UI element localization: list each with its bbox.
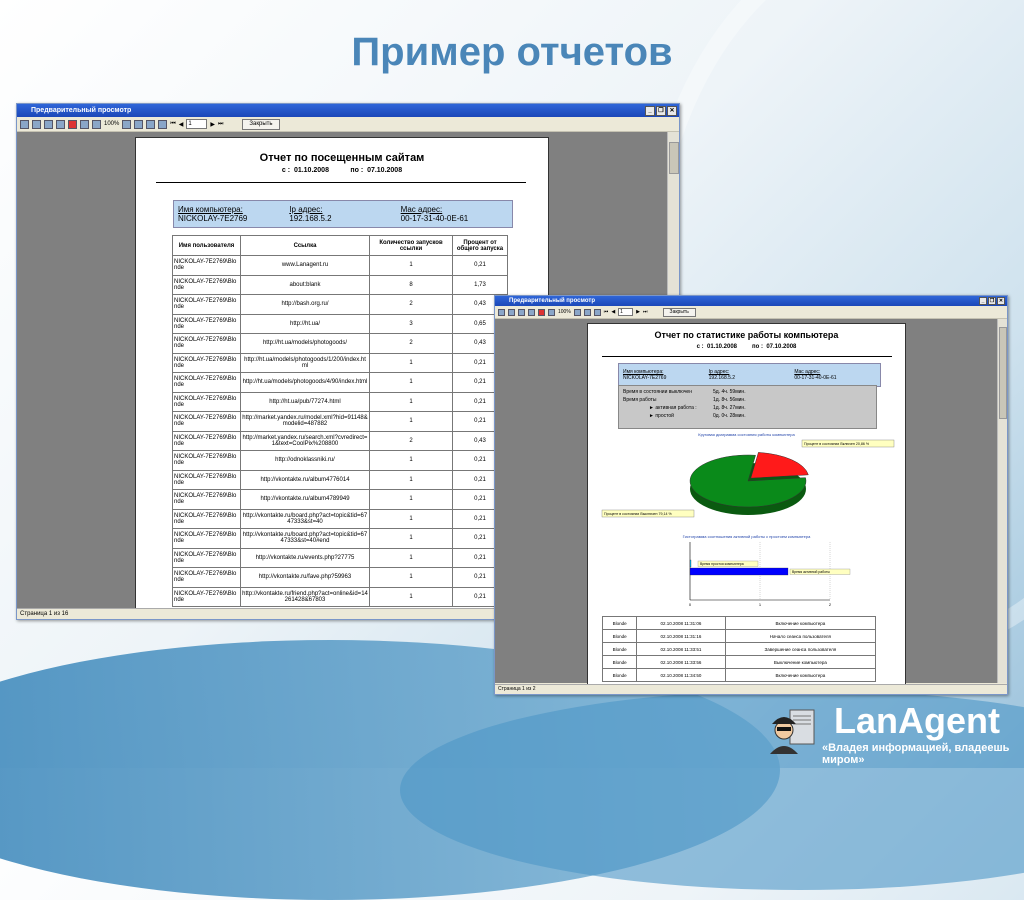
table-cell: 0,21 [453,451,508,471]
find-icon[interactable] [548,309,555,316]
table-row [173,295,508,315]
page-number-input[interactable]: 1 [186,119,207,129]
bar-label [698,561,758,567]
table-cell: 1,73 [453,275,508,295]
table-row [173,275,508,295]
pie-slice [751,452,809,478]
info-header: Ip адрес: [708,369,730,375]
zoom-icon[interactable] [92,120,101,129]
pie-chart-title: Круговая диаграмма состояния работы компьютера [698,432,795,437]
table-cell: 1 [370,451,453,471]
brand-name: LanAgent [834,700,1000,741]
table-cell: NICKOLAY-7E2769\Blonde [173,470,241,490]
restore-button[interactable]: ❐ [989,298,995,304]
page-setup-icon[interactable] [594,309,601,316]
table-cell: 0,21 [453,353,508,373]
computer-name: NICKOLAY-7E2769 [623,375,667,381]
export-icon[interactable] [56,120,65,129]
scroll-thumb[interactable] [669,142,679,174]
table-cell: http://market.yandex.ru/model.xml?hid=91148&modelid=487882 [241,412,370,432]
column-header: Количество запусков ссылки [370,236,453,256]
bar-label [790,569,850,575]
table-cell: Включение компьютера [725,669,875,682]
svg-text:Процент в состоянии Включен 20: Процент в состоянии Включен 20,86 % [804,442,870,446]
table-cell: 1 [370,353,453,373]
stat-value: 1д. 8ч. 56мин. [713,397,746,403]
table-cell: 02.10.2008 11:34:50 [637,669,725,682]
close-window-button[interactable]: ✕ [667,106,677,116]
table-cell: NICKOLAY-7E2769\Blonde [173,256,241,276]
table-cell: www.Lanagent.ru [241,256,370,276]
slide-title: Пример отчетов [351,30,673,74]
table-cell: NICKOLAY-7E2769\Blonde [173,412,241,432]
table-cell: Blonde [603,669,637,682]
close-button[interactable]: Закрыть [663,308,696,317]
pdf-icon[interactable] [538,309,545,316]
table-cell: Включение компьютера [725,617,875,630]
table-cell: NICKOLAY-7E2769\Blonde [173,451,241,471]
table-cell: NICKOLAY-7E2769\Blonde [173,392,241,412]
two-pages-icon[interactable] [134,120,143,129]
table-cell: http://vkontakte.ru/board.php?act=topic&tid=6747333&st=40#end [241,529,370,549]
table-cell: 02.10.2008 11:31:06 [637,617,725,630]
table-row [173,529,508,549]
stat-label: Время в состоянии выключен [623,389,692,395]
table-cell: 02.10.2008 11:31:16 [637,630,725,643]
table-cell: Blonde [603,617,637,630]
table-row [603,669,876,682]
report-page [587,323,906,695]
preview-window-stats [494,295,1008,695]
table-cell: Blonde [603,630,637,643]
table-cell: 3 [370,314,453,334]
x-tick-label: 2 [828,602,832,607]
table-cell: http://ht.ua/ [241,314,370,334]
table-row [173,548,508,568]
table-row [173,451,508,471]
stat-label: Время работы [623,397,657,403]
computer-name: NICKOLAY-7E2769 [178,214,248,223]
close-window-button[interactable]: ✕ [998,298,1004,304]
minimize-button[interactable]: _ [979,297,987,305]
table-cell: 1 [370,412,453,432]
table-cell: 02.10.2008 11:33:51 [637,643,725,656]
window-titlebar[interactable] [495,296,1007,306]
histogram-title: Гистограмма соотношения активной работы с простоем компьютера [682,534,811,539]
table-cell: 0,21 [453,509,508,529]
table-row [173,256,508,276]
divider [156,182,526,183]
table-cell: http://ht.ua/models/photogoods/ [241,334,370,354]
window-title: Предварительный просмотр [31,107,132,114]
sites-table [172,235,508,607]
table-row [173,490,508,510]
table-cell: NICKOLAY-7E2769\Blonde [173,353,241,373]
table-row [173,392,508,412]
info-header: Mac адрес: [794,369,821,375]
pie-label [602,510,694,517]
pie-label [802,440,894,447]
histogram-bar [690,568,788,575]
find-icon[interactable] [80,120,89,129]
info-header: Mac адрес: [400,205,443,214]
events-table [602,616,876,682]
mac-address: 00-17-31-40-0E-61 [400,214,469,223]
table-cell: 1 [370,373,453,393]
table-row [603,630,876,643]
window-title: Предварительный просмотр [509,298,595,304]
window-titlebar[interactable] [17,104,679,117]
table-cell: 8 [370,275,453,295]
watermark-icon[interactable] [158,120,167,129]
table-cell: NICKOLAY-7E2769\Blonde [173,509,241,529]
table-row [173,587,508,607]
table-cell: 1 [370,568,453,588]
stat-value: 0д. 0ч. 28мин. [713,413,746,419]
table-cell: 2 [370,295,453,315]
print-icon[interactable] [498,309,505,316]
two-pages-icon[interactable] [584,309,591,316]
one-page-icon[interactable] [574,309,581,316]
table-cell: NICKOLAY-7E2769\Blonde [173,314,241,334]
histogram-chart [598,538,898,610]
minimize-button[interactable]: _ [645,106,655,116]
info-header: Имя компьютера: [178,205,243,214]
stat-label: ► активная работа : [649,405,697,411]
computer-info-box [173,200,513,228]
zoom-select[interactable]: 100% [558,309,571,315]
save-icon[interactable] [518,309,525,316]
table-cell: 0,43 [453,334,508,354]
table-cell: NICKOLAY-7E2769\Blonde [173,431,241,451]
table-cell: Выключение компьютера [725,656,875,669]
table-cell: NICKOLAY-7E2769\Blonde [173,490,241,510]
table-row [603,617,876,630]
restore-button[interactable]: ❐ [656,106,666,116]
ip-address: 192.168.5.2 [289,214,332,223]
table-cell: 0,21 [453,548,508,568]
stat-label: ► простой [649,413,674,419]
vertical-scrollbar[interactable] [997,319,1007,683]
table-cell: NICKOLAY-7E2769\Blonde [173,548,241,568]
table-cell: 0,21 [453,373,508,393]
table-cell: 0,21 [453,529,508,549]
svg-text:Время простоя компьютера: Время простоя компьютера [700,562,744,566]
info-header: Ip адрес: [289,205,323,214]
svg-text:Процент в состоянии Выключен 7: Процент в состоянии Выключен 79,14 % [604,512,672,516]
status-bar: Страница 1 из 16 [17,608,679,619]
table-cell: http://ht.ua/models/photogoods/4/90/index.html [241,373,370,393]
preview-toolbar [495,306,1007,319]
open-icon[interactable] [32,120,41,129]
table-cell: NICKOLAY-7E2769\Blonde [173,529,241,549]
report-period: с : 01.10.2008 по : 07.10.2008 [281,167,403,174]
table-cell: NICKOLAY-7E2769\Blonde [173,295,241,315]
table-cell: 0,65 [453,314,508,334]
next-page-button[interactable]: ▶ [210,121,216,128]
info-header: Имя компьютера: [623,369,664,375]
table-cell: http://vkontakte.ru/fave.php?59963 [241,568,370,588]
table-row [173,314,508,334]
report-title: Отчет по посещенным сайтам [259,152,425,164]
stat-value: 5д. 4ч. 59мин. [713,389,746,395]
table-cell: http://vkontakte.ru/friend.php?act=online&id=14261428&67803 [241,587,370,607]
preview-area [495,319,997,683]
table-cell: 0,21 [453,412,508,432]
export-icon[interactable] [528,309,535,316]
table-cell: 1 [370,509,453,529]
svg-text:Время активной работы: Время активной работы [792,570,830,574]
histogram-bar [690,560,691,567]
table-header-row [173,236,508,256]
table-cell: 1 [370,470,453,490]
prev-page-button[interactable]: ◀ [611,309,616,315]
agent-logo-icon [768,704,818,754]
page-number-input[interactable]: 1 [618,308,633,316]
table-row [173,373,508,393]
table-cell: Blonde [603,656,637,669]
table-cell: 02.10.2008 11:33:56 [637,656,725,669]
x-tick-label: 1 [758,602,762,607]
table-cell: NICKOLAY-7E2769\Blonde [173,568,241,588]
first-page-button[interactable]: ⏮ [170,120,176,127]
last-page-button[interactable]: ⏭ [643,309,648,315]
table-row [173,334,508,354]
table-cell: http://bash.org.ru/ [241,295,370,315]
divider [602,356,892,357]
pie-chart [598,436,898,531]
table-row [173,470,508,490]
column-header: Ссылка [241,236,370,256]
table-cell: 0,21 [453,470,508,490]
open-icon[interactable] [508,309,515,316]
table-row [173,431,508,451]
table-cell: 0,43 [453,431,508,451]
mac-address: 00-17-31-40-0E-61 [794,375,837,381]
table-cell: http://vkontakte.ru/events.php?27775 [241,548,370,568]
computer-info-box [618,363,881,387]
table-cell: 1 [370,392,453,412]
print-icon[interactable] [20,120,29,129]
table-cell: http://ht.ua/pub/77274.html [241,392,370,412]
table-cell: http://vkontakte.ru/board.php?act=topic&tid=6747333&st=40 [241,509,370,529]
report-page [135,137,549,619]
table-cell: 1 [370,587,453,607]
page-setup-icon[interactable] [146,120,155,129]
table-cell: NICKOLAY-7E2769\Blonde [173,373,241,393]
table-cell: 1 [370,529,453,549]
save-icon[interactable] [44,120,53,129]
table-row [603,656,876,669]
table-cell: Завершение сеанса пользователя [725,643,875,656]
column-header: Процент от общего запуска [453,236,508,256]
ip-address: 192.168.5.2 [708,375,736,381]
status-bar: Страница 1 из 2 [495,684,1007,694]
table-cell: Начало сеанса пользователя [725,630,875,643]
one-page-icon[interactable] [122,120,131,129]
brand-slogan: «Владея информацией, владеешь миром» [822,742,1010,766]
table-cell: 1 [370,490,453,510]
table-row [173,353,508,373]
table-cell: NICKOLAY-7E2769\Blonde [173,275,241,295]
prev-page-button[interactable]: ◀ [178,121,184,128]
column-header: Имя пользователя [173,236,241,256]
table-cell: 0,21 [453,256,508,276]
table-cell: 2 [370,334,453,354]
table-cell: NICKOLAY-7E2769\Blonde [173,587,241,607]
table-cell: http://vkontakte.ru/album4789949 [241,490,370,510]
table-cell: 2 [370,431,453,451]
table-cell: 0,43 [453,295,508,315]
zoom-select[interactable]: 100% [104,121,120,127]
table-cell: 0,21 [453,587,508,607]
next-page-button[interactable]: ▶ [636,309,641,315]
table-cell: 0,21 [453,568,508,588]
table-cell: http://ht.ua/models/photogoods/1/200/index.html [241,353,370,373]
table-row [603,643,876,656]
report-period: с : 01.10.2008 по : 07.10.2008 [696,344,797,350]
close-button[interactable]: Закрыть [242,119,279,130]
table-cell: about:blank [241,275,370,295]
table-cell: Blonde [603,643,637,656]
table-row [173,568,508,588]
preview-toolbar [17,117,679,132]
work-stats-box [618,385,877,429]
table-cell: NICKOLAY-7E2769\Blonde [173,334,241,354]
table-cell: 0,21 [453,392,508,412]
stat-value: 1д. 8ч. 27мин. [713,405,746,411]
pdf-icon[interactable] [68,120,77,129]
last-page-button[interactable]: ⏭ [218,120,224,127]
report-title: Отчет по статистике работы компьютера [654,330,839,340]
table-row [173,509,508,529]
scroll-thumb[interactable] [999,327,1007,419]
table-cell: 1 [370,256,453,276]
table-cell: 1 [370,548,453,568]
table-cell: http://vkontakte.ru/album4776014 [241,470,370,490]
table-cell: http://market.yandex.ru/search.xml?cvredirect=1&text=CoolPix%208800 [241,431,370,451]
table-cell: 0,21 [453,490,508,510]
table-cell: http://odnoklassniki.ru/ [241,451,370,471]
table-row [173,412,508,432]
first-page-button[interactable]: ⏮ [603,309,609,315]
x-tick-label: 0 [688,602,692,607]
